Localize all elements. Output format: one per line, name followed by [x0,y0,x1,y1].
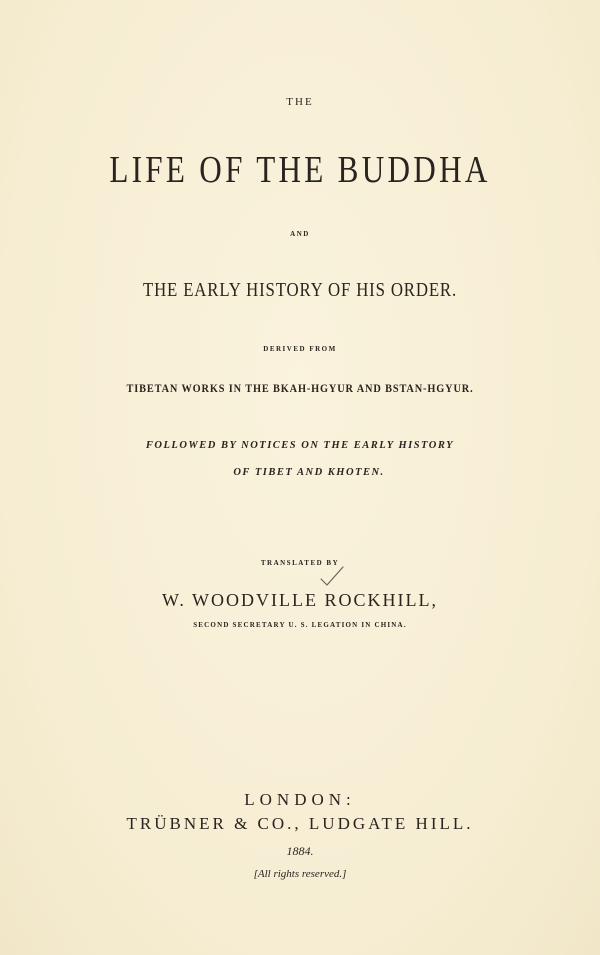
publisher-name: TRÜBNER & CO., LUDGATE HILL. [126,814,474,833]
sources-line: TIBETAN WORKS IN THE BKAH-HGYUR AND BSTAN-HGYUR. [126,381,474,395]
conjunction-and: AND [290,230,310,238]
translated-by-label: TRANSLATED BY [260,559,340,567]
book-subtitle: THE EARLY HISTORY OF HIS ORDER. [142,279,458,301]
author-role: SECOND SECRETARY U. S. LEGATION IN CHINA. [193,621,407,629]
derived-from-label: DERIVED FROM [263,345,337,353]
author-name: W. WOODVILLE ROCKHILL, [162,590,438,610]
book-title: LIFE OF THE BUDDHA [109,149,491,191]
pencil-checkmark-icon [319,565,345,587]
title-article: THE [286,96,314,108]
publication-city: LONDON: [244,790,356,809]
rights-notice: [All rights reserved.] [253,868,347,880]
followed-by-line-2: OF TIBET AND KHOTEN. [233,467,385,478]
followed-by-line-1: FOLLOWED BY NOTICES ON THE EARLY HISTORY [145,440,455,451]
publication-year: 1884. [286,844,314,858]
